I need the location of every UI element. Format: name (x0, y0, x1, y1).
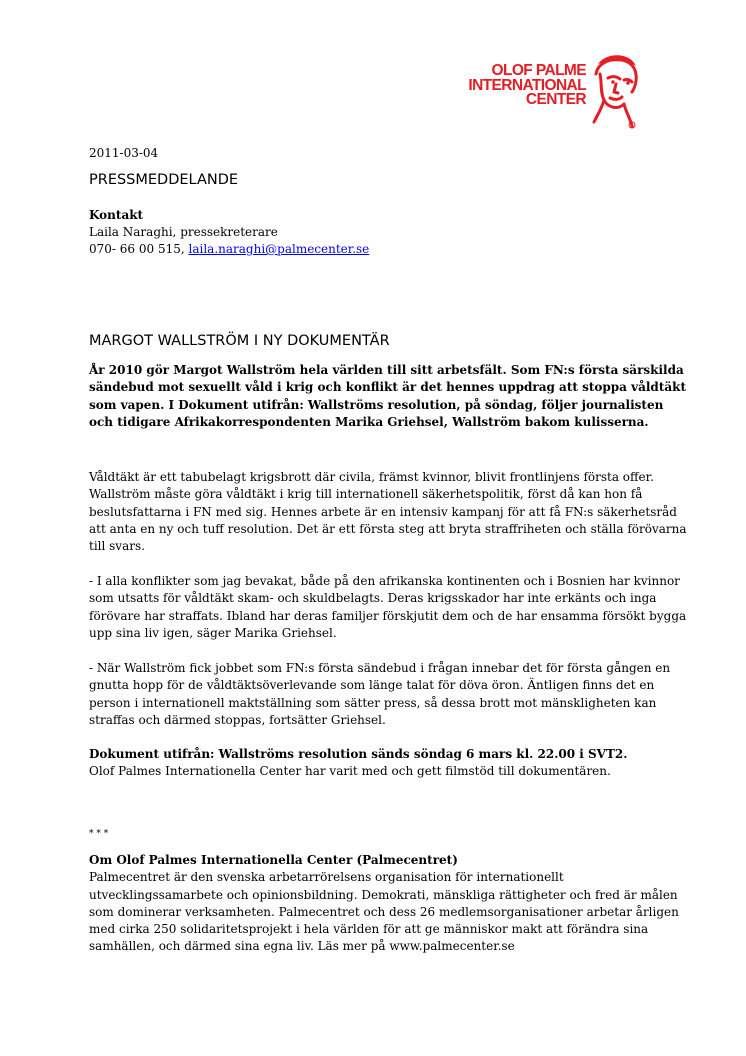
about-text: Palmecentret är den svenska arbetarrörelsens organisation för internationellt utvecklingssamarbete och opinionsbildning. Demokrati, mänskliga rättigheter och fred är målen som dominerar verksamheten. Palmecentret och dess 26 medlemsorganisationer arbetar årligen med cirka 250 solidaritetsprojekt i hela världen för att ge människor makt att förändra sina samhällen, och därmed sina egna liv. Läs mer på www.palmecenter.se (89, 870, 679, 954)
contact-phone: 070- 66 00 515, (89, 242, 185, 256)
broadcast-time: Dokument utifrån: Wallströms resolution sänds söndag 6 mars kl. 22.00 i SVT2. (89, 747, 628, 761)
lead-paragraph: År 2010 gör Margot Wallström hela världen till sitt arbetsfält. Som FN:s första särskilda sändebud mot sexuellt våld i krig och konflikt är det hennes uppdrag att stoppa våldtäkt som vapen. I Dokument utifrån: Wallströms resolution, på söndag, följer journalisten och tidigare Afrikakorrespondenten Marika Griehsel, Wallström bakom kulisserna. (89, 363, 686, 429)
contact-name: Laila Naraghi, pressekreterare (89, 225, 278, 239)
section-separator: * * * (89, 829, 109, 839)
contact-email-link[interactable]: laila.naraghi@palmecenter.se (188, 242, 370, 256)
contact-block (89, 207, 369, 258)
release-date: 2011-03-04 (89, 146, 159, 160)
body-paragraph: - När Wallström fick jobbet som FN:s första sändebud i frågan innebar det för första gången en gnutta hopp för de våldtäktsöverlevande som länge talat för döva öron. Äntligen finns det en person i internationell maktställning som sätter press, så dessa brott mot mänskligheten kan straffas och därmed stoppas, fortsätter Griehsel. (89, 661, 671, 727)
palme-portrait-icon (586, 52, 642, 132)
broadcast-note: Olof Palmes Internationella Center har varit med och gett filmstöd till dokumentären. (89, 764, 611, 779)
body-paragraph: - I alla konflikter som jag bevakat, både på den afrikanska kontinenten och i Bosnien har kvinnor som utsatts för våldtäkt skam- och skuldbelagts. Deras krigsskador har inte erkänts och inga förövare har straffats. Ibland har deras familjer förskjutit dem och de har ensamma försökt bygga upp sina liv igen, säger Marika Griehsel. (89, 574, 687, 640)
contact-line (89, 241, 369, 258)
logo-wordmark (462, 64, 586, 108)
logo-line-1: OLOF PALME (491, 62, 586, 79)
about-title: Om Olof Palmes Internationella Center (Palmecentret) (89, 853, 458, 867)
about-section (89, 852, 689, 956)
logo-line-3: CENTER (525, 91, 586, 108)
document-type: PRESSMEDDELANDE (89, 172, 239, 188)
logo-line-2: INTERNATIONAL (468, 76, 586, 94)
broadcast-info (89, 746, 689, 781)
body-paragraph: Våldtäkt är ett tabubelagt krigsbrott där civila, främst kvinnor, blivit frontlinjens första offer. Wallström måste göra våldtäkt i krig till internationell säkerhetspolitik, först då kan hon få beslutsfattarna i FN med sig. Hennes arbete är en intensiv kampanj för att få FN:s säkerhetsråd att anta en ny och tuff resolution. Det är ett första steg att bryta straffriheten och ställa förövarna till svars. (89, 470, 687, 554)
contact-label: Kontakt (89, 208, 144, 222)
olof-palme-center-logo (462, 52, 642, 132)
headline: MARGOT WALLSTRÖM I NY DOKUMENTÄR (89, 333, 390, 349)
